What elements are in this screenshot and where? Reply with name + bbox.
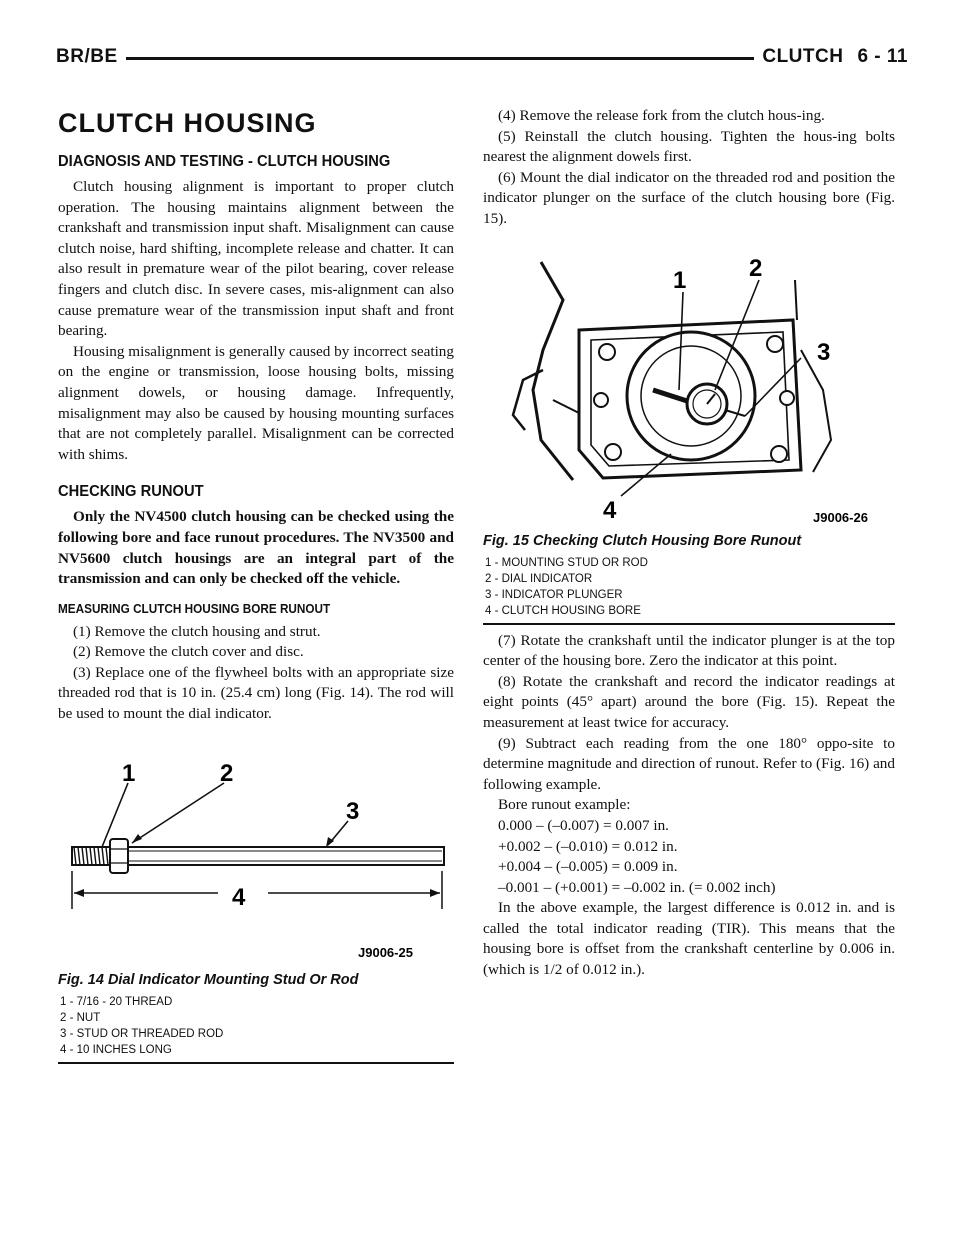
example-label: Bore runout example: — [498, 796, 631, 814]
step-7: (7) Rotate the crankshaft until the indicator plunger is at the top center of the housing bore. Zero the indicator at this point. — [483, 631, 895, 670]
fig14-legend-3: 3 - STUD OR THREADED ROD — [60, 1027, 224, 1040]
fig14-callout-2: 2 — [220, 759, 234, 787]
step-4: (4) Remove the release fork from the clutch hous-ing. — [498, 107, 825, 124]
fig15-legend-1: 1 - MOUNTING STUD OR ROD — [485, 556, 648, 569]
page-header — [56, 44, 908, 74]
example-line-4: –0.001 – (+0.001) = –0.002 in. (= 0.002 inch) — [498, 878, 776, 896]
fig15-callout-1: 1 — [673, 266, 687, 294]
runout-note: Only the NV4500 clutch housing can be checked using the following bore and face runout procedures. The NV3500 and NV5600 clutch housings are an integral part of the transmission and can only be checked off the vehicle. — [58, 508, 454, 588]
fig14-legend-1: 1 - 7/16 - 20 THREAD — [60, 995, 173, 1008]
figure-15 — [483, 240, 895, 625]
fig14-bottom-rule — [58, 1062, 454, 1064]
fig15-callout-3: 3 — [817, 338, 831, 366]
fig15-legend-2: 2 - DIAL INDICATOR — [485, 572, 593, 585]
header-section — [754, 46, 908, 68]
right-column — [483, 106, 895, 981]
step-3: (3) Replace one of the flywheel bolts with an appropriate size threaded rod that is 10 in. (25.4 cm) long (Fig. 14). The rod will be used to mount the dial indicator. — [58, 663, 454, 723]
step-8: (8) Rotate the crankshaft and record the indicator readings at eight points (45° apart) around the bore (Fig. 15). Repeat the measurement at least twice for accuracy. — [483, 672, 895, 731]
steps-continued — [483, 631, 895, 981]
fig15-legend-3: 3 - INDICATOR PLUNGER — [485, 588, 623, 601]
fig15-callout-2: 2 — [749, 254, 763, 282]
fig15-bottom-rule — [483, 623, 895, 625]
diagnosis-paragraph-2: Housing misalignment is generally caused by incorrect seating on the engine or transmission, loose housing bolts, missing alignment dowels, or housing damage. Infrequently, misalignment may also be caused by housing mounting surfaces that are not completely parallel. Misalignment can be corrected with shims. — [58, 342, 454, 463]
fig15-legend-4: 4 - CLUTCH HOUSING BORE — [485, 604, 641, 617]
header-model: BR/BE — [56, 46, 126, 68]
threaded-rod-illustration — [58, 733, 454, 965]
conclusion-paragraph: In the above example, the largest difference is 0.012 in. and is called the total indicator reading (TIR). This means that the housing bore is offset from the crankshaft centerline by 0.006 in. (which is 1/2 of 0.012 in.). — [483, 899, 895, 979]
fig15-code: J9006-26 — [813, 509, 868, 525]
dial-indicator-illustration — [483, 240, 895, 526]
step-5: (5) Reinstall the clutch housing. Tighten the hous-ing bolts nearest the alignment dowels first. — [483, 127, 895, 166]
diagnosis-paragraph-1: Clutch housing alignment is important to proper clutch operation. The housing maintains alignment between the crankshaft and transmission input shaft. Misalignment can cause clutch noise, hard shifting, incomplete release and chatter. It can also result in premature wear of the pilot bearing, cover release fingers and clutch disc. In severe cases, mis-alignment can also cause premature wear of the transmission input shaft and front bearing. — [58, 178, 454, 340]
step-6: (6) Mount the dial indicator on the threaded rod and position the indicator plunger on the surface of the clutch housing bore (Fig. 15). — [483, 168, 895, 227]
fig15-caption: Fig. 15 Checking Clutch Housing Bore Runout — [483, 532, 802, 549]
example-line-3: +0.004 – (–0.005) = 0.009 in. — [498, 858, 678, 876]
fig14-legend-2: 2 - NUT — [60, 1011, 101, 1024]
example-line-1: 0.000 – (–0.007) = 0.007 in. — [498, 816, 669, 834]
fig14-legend-4: 4 - 10 INCHES LONG — [60, 1043, 172, 1056]
left-column — [58, 108, 454, 1064]
header-page-number: 6 - 11 — [857, 46, 908, 67]
bore-runout-subheading: MEASURING CLUTCH HOUSING BORE RUNOUT — [58, 601, 331, 616]
figure-14 — [58, 733, 454, 1064]
fig14-code: J9006-25 — [358, 944, 413, 960]
fig15-callout-4: 4 — [603, 496, 617, 524]
fig14-callout-1: 1 — [122, 759, 136, 787]
step-1: (1) Remove the clutch housing and strut. — [73, 622, 321, 640]
diagnosis-heading: DIAGNOSIS AND TESTING - CLUTCH HOUSING — [58, 153, 391, 170]
step-2: (2) Remove the clutch cover and disc. — [73, 643, 304, 661]
fig14-caption: Fig. 14 Dial Indicator Mounting Stud Or Rod — [58, 971, 359, 988]
fig14-callout-3: 3 — [346, 797, 360, 825]
fig14-callout-4: 4 — [232, 883, 246, 911]
example-line-2: +0.002 – (–0.010) = 0.012 in. — [498, 837, 678, 855]
runout-heading: CHECKING RUNOUT — [58, 483, 204, 501]
page-title: CLUTCH HOUSING — [58, 108, 317, 138]
header-section-name: CLUTCH — [762, 46, 844, 67]
step-9: (9) Subtract each reading from the one 180° oppo-site to determine magnitude and direction of runout. Refer to (Fig. 16) and following example. — [483, 734, 895, 793]
